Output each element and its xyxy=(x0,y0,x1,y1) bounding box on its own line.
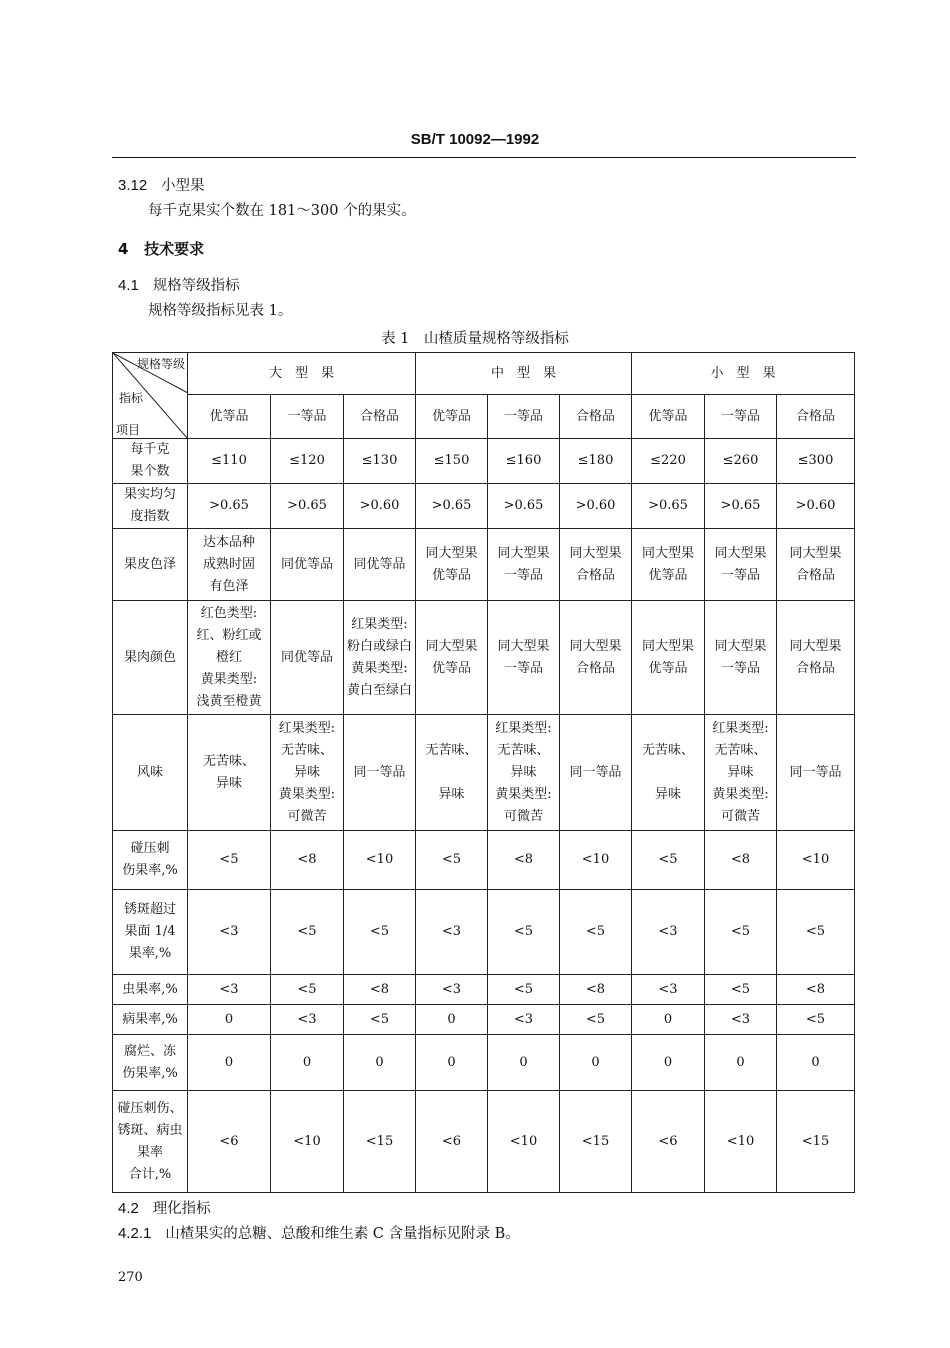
table-cell: 红果类型: 无苦味、 异味 黄果类型: 可微苦 xyxy=(271,715,344,831)
grade-header: 合格品 xyxy=(777,395,855,439)
table-cell: >0.65 xyxy=(488,484,560,529)
table-cell: 0 xyxy=(271,1035,344,1091)
table-cell: <5 xyxy=(705,890,777,975)
table-cell: 0 xyxy=(560,1035,632,1091)
table-row xyxy=(113,890,855,975)
grade-header: 一等品 xyxy=(488,395,560,439)
table-cell: <8 xyxy=(777,975,855,1005)
table-cell: <8 xyxy=(488,831,560,890)
table-cell: <5 xyxy=(188,831,271,890)
section-title: 技术要求 xyxy=(144,240,205,258)
table-cell: <3 xyxy=(188,975,271,1005)
table-cell: <10 xyxy=(271,1091,344,1193)
table-cell: 同大型果 优等品 xyxy=(632,529,705,601)
table-cell: 0 xyxy=(488,1035,560,1091)
table-cell: 同一等品 xyxy=(777,715,855,831)
table-cell: ≤220 xyxy=(632,439,705,484)
corner-label-grade: 规格等级 xyxy=(136,357,185,371)
table-cell: >0.65 xyxy=(632,484,705,529)
table-cell: <3 xyxy=(488,1005,560,1035)
section-number: 4.2 xyxy=(118,1200,139,1217)
table-cell: 同优等品 xyxy=(271,601,344,715)
grade-header: 合格品 xyxy=(344,395,416,439)
group-header-large: 大 型 果 xyxy=(188,353,416,395)
table-cell: <5 xyxy=(777,890,855,975)
table-cell: <10 xyxy=(560,831,632,890)
table-cell: 0 xyxy=(188,1035,271,1091)
row-label: 果实均匀 度指数 xyxy=(113,484,188,529)
table-row xyxy=(113,601,855,715)
table-cell: <5 xyxy=(488,975,560,1005)
table-cell: 红色类型: 红、粉红或 橙红 黄果类型: 浅黄至橙黄 xyxy=(188,601,271,715)
table-cell: >0.65 xyxy=(271,484,344,529)
table-cell: <15 xyxy=(344,1091,416,1193)
table-cell: ≤150 xyxy=(416,439,488,484)
table-cell: <3 xyxy=(416,890,488,975)
table-cell: 同优等品 xyxy=(271,529,344,601)
table-cell: <6 xyxy=(416,1091,488,1193)
corner-label-indicator: 指标 xyxy=(119,391,144,405)
table-cell: <3 xyxy=(632,975,705,1005)
grade-header: 优等品 xyxy=(632,395,705,439)
section-4-heading xyxy=(118,238,204,259)
grade-header: 合格品 xyxy=(560,395,632,439)
table-cell: 红果类型: 无苦味、 异味 黄果类型: 可微苦 xyxy=(705,715,777,831)
table-cell: <5 xyxy=(705,975,777,1005)
section-4-1-heading xyxy=(118,274,240,295)
row-label: 果肉颜色 xyxy=(113,601,188,715)
table-cell: >0.60 xyxy=(777,484,855,529)
table-cell: 同一等品 xyxy=(344,715,416,831)
table-row xyxy=(113,715,855,831)
table-corner-cell xyxy=(113,353,188,439)
section-number: 4.2.1 xyxy=(118,1225,152,1242)
table-cell: ≤120 xyxy=(271,439,344,484)
table-cell: ≤300 xyxy=(777,439,855,484)
table-cell: ≤160 xyxy=(488,439,560,484)
row-label: 碰压刺 伤果率,% xyxy=(113,831,188,890)
table-cell: <5 xyxy=(344,1005,416,1035)
section-title: 小型果 xyxy=(161,178,205,194)
grade-table xyxy=(112,352,855,1193)
row-label: 每千克 果个数 xyxy=(113,439,188,484)
table-cell: 红果类型: 无苦味、 异味 黄果类型: 可微苦 xyxy=(488,715,560,831)
table-cell: 0 xyxy=(632,1005,705,1035)
grade-header: 一等品 xyxy=(705,395,777,439)
table-cell: 无苦味、 异味 xyxy=(632,715,705,831)
table-cell: 0 xyxy=(705,1035,777,1091)
table-row xyxy=(113,975,855,1005)
row-label: 虫果率,% xyxy=(113,975,188,1005)
table-cell: ≤180 xyxy=(560,439,632,484)
table-cell: <5 xyxy=(560,1005,632,1035)
table-cell: <5 xyxy=(632,831,705,890)
section-number: 3.12 xyxy=(118,177,148,194)
table-cell: >0.65 xyxy=(416,484,488,529)
table-cell: >0.65 xyxy=(188,484,271,529)
table-cell: 0 xyxy=(344,1035,416,1091)
table-cell: 同大型果 一等品 xyxy=(488,529,560,601)
table-cell: 0 xyxy=(188,1005,271,1035)
table-row xyxy=(113,831,855,890)
table-cell: 达本品种 成熟时固 有色泽 xyxy=(188,529,271,601)
grade-header: 一等品 xyxy=(271,395,344,439)
page-number: 270 xyxy=(118,1270,143,1285)
table-cell: <10 xyxy=(777,831,855,890)
table-cell: <8 xyxy=(344,975,416,1005)
table-cell: <5 xyxy=(344,890,416,975)
section-number: 4.1 xyxy=(118,277,139,294)
row-label: 碰压刺伤、 锈斑、病虫 果率 合计,% xyxy=(113,1091,188,1193)
table-cell: <15 xyxy=(777,1091,855,1193)
row-label: 果皮色泽 xyxy=(113,529,188,601)
table-cell: <15 xyxy=(560,1091,632,1193)
table-cell: <3 xyxy=(271,1005,344,1035)
table-cell: <10 xyxy=(705,1091,777,1193)
section-text: 山楂果实的总糖、总酸和维生素 C 含量指标见附录 B。 xyxy=(165,1226,520,1242)
header-rule xyxy=(112,157,856,158)
table-row xyxy=(113,484,855,529)
table-cell: 0 xyxy=(416,1035,488,1091)
table-row xyxy=(113,1091,855,1193)
table-cell: <5 xyxy=(777,1005,855,1035)
table-caption: 表 1 山楂质量规格等级指标 xyxy=(381,331,569,347)
section-4-2-1 xyxy=(118,1222,520,1243)
table-cell: 同大型果 一等品 xyxy=(705,529,777,601)
section-4-1-text: 规格等级指标见表 1。 xyxy=(148,303,293,319)
group-header-small: 小 型 果 xyxy=(632,353,855,395)
table-cell: >0.65 xyxy=(705,484,777,529)
table-cell: 同优等品 xyxy=(344,529,416,601)
table-cell: <10 xyxy=(344,831,416,890)
table-row xyxy=(113,529,855,601)
table-cell: <3 xyxy=(632,890,705,975)
table-cell: 0 xyxy=(632,1035,705,1091)
table-cell: 0 xyxy=(416,1005,488,1035)
group-header-medium: 中 型 果 xyxy=(416,353,632,395)
table-cell: 同大型果 合格品 xyxy=(777,529,855,601)
table-cell: <5 xyxy=(488,890,560,975)
table-cell: 同大型果 合格品 xyxy=(560,601,632,715)
table-cell: >0.60 xyxy=(344,484,416,529)
table-cell: 同大型果 一等品 xyxy=(705,601,777,715)
section-3-12-text: 每千克果实个数在 181～300 个的果实。 xyxy=(148,203,416,219)
section-4-2-heading xyxy=(118,1197,211,1218)
table-cell: 同大型果 合格品 xyxy=(560,529,632,601)
table-cell: ≤130 xyxy=(344,439,416,484)
table-cell: 同大型果 合格品 xyxy=(777,601,855,715)
table-cell: <6 xyxy=(632,1091,705,1193)
table-cell: 0 xyxy=(777,1035,855,1091)
row-label: 腐烂、冻 伤果率,% xyxy=(113,1035,188,1091)
page-header: SB/T 10092—1992 xyxy=(410,131,540,148)
table-cell: <8 xyxy=(560,975,632,1005)
table-cell: <3 xyxy=(416,975,488,1005)
table-cell: ≤110 xyxy=(188,439,271,484)
section-title: 规格等级指标 xyxy=(152,278,240,294)
table-cell: 红果类型: 粉白或绿白 黄果类型: 黄白至绿白 xyxy=(344,601,416,715)
table-cell: <5 xyxy=(271,890,344,975)
corner-label-item: 项目 xyxy=(116,423,141,437)
table-row xyxy=(113,439,855,484)
table-cell: <8 xyxy=(271,831,344,890)
table-cell: <5 xyxy=(271,975,344,1005)
grade-header: 优等品 xyxy=(188,395,271,439)
table-cell: <5 xyxy=(560,890,632,975)
table-cell: <10 xyxy=(488,1091,560,1193)
table-cell: 无苦味、 异味 xyxy=(416,715,488,831)
table-cell: 同大型果 优等品 xyxy=(416,601,488,715)
table-cell: 同大型果 优等品 xyxy=(416,529,488,601)
table-row xyxy=(113,1005,855,1035)
table-cell: 无苦味、 异味 xyxy=(188,715,271,831)
section-3-12-heading xyxy=(118,174,205,195)
row-label: 病果率,% xyxy=(113,1005,188,1035)
row-label: 风味 xyxy=(113,715,188,831)
table-cell: <3 xyxy=(188,890,271,975)
table-cell: 同大型果 一等品 xyxy=(488,601,560,715)
grade-header: 优等品 xyxy=(416,395,488,439)
table-cell: <5 xyxy=(416,831,488,890)
table-cell: 同大型果 优等品 xyxy=(632,601,705,715)
table-cell: >0.60 xyxy=(560,484,632,529)
table-cell: <3 xyxy=(705,1005,777,1035)
section-title: 理化指标 xyxy=(152,1201,211,1217)
section-number: 4 xyxy=(118,240,129,258)
table-cell: ≤260 xyxy=(705,439,777,484)
table-cell: <6 xyxy=(188,1091,271,1193)
table-cell: <8 xyxy=(705,831,777,890)
table-row xyxy=(113,1035,855,1091)
table-cell: 同一等品 xyxy=(560,715,632,831)
row-label: 锈斑超过 果面 1/4 果率,% xyxy=(113,890,188,975)
